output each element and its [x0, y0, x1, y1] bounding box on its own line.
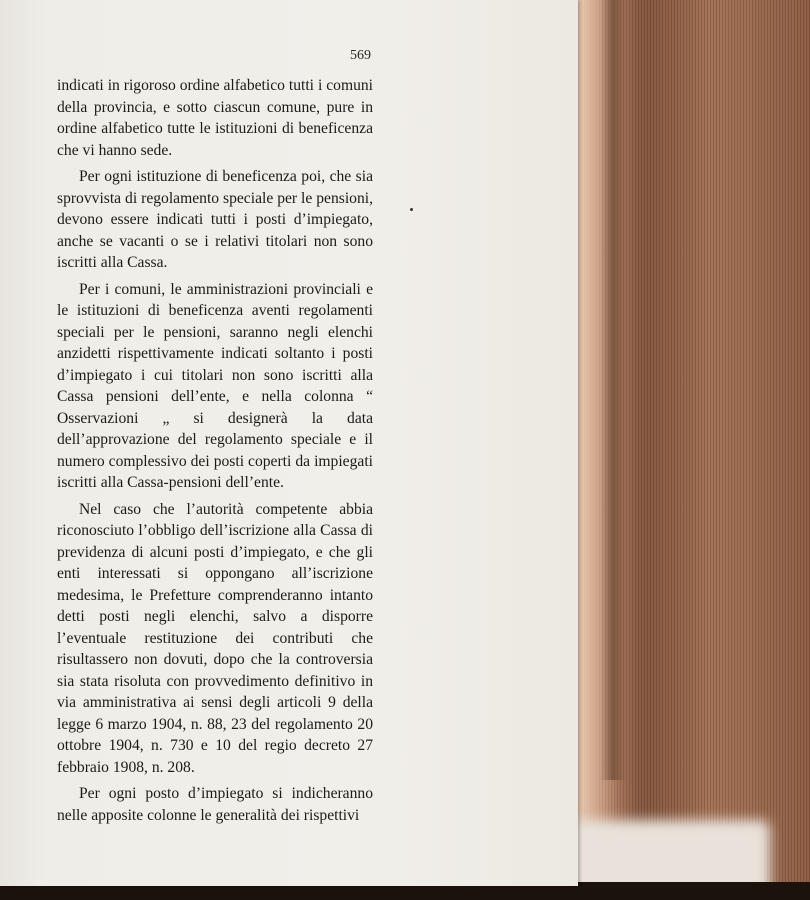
ink-speck: [410, 208, 413, 211]
page-body-text: [57, 75, 373, 826]
paragraph-3: Per i comuni, le amministrazioni provinciali e le istituzioni di beneficenza aventi regolamenti speciali per le pensioni, saranno negli elenchi anzidetti rispettivamente indicati soltanto i posti d’impiegato i cui titolari non sono iscritti alla Cassa pensioni dell’ente, e nella colonna “ Osservazioni „ si designerà la data dell’approvazione del regolamento speciale e il numero complessivo dei posti coperti da impiegati iscritti alla Cassa-pensioni dell’ente.: [57, 280, 373, 491]
paragraph-2: Per ogni istituzione di beneficenza poi, che sia sprovvista di regolamento speciale per le pensioni, devono essere indicati tutti i posti d’impiegato, anche se vacanti o se i relativi titolari non sono iscritti alla Cassa.: [57, 168, 373, 271]
paragraph-1: indicati in rigoroso ordine alfabetico tutti i comuni della provincia, e sotto ciascun comune, pure in ordine alfabetico tutte le istituzioni di beneficenza che vi hanno sede.: [57, 77, 373, 159]
page-number: 569: [350, 48, 371, 63]
page-edge-shadow: [600, 0, 626, 780]
paragraph-4: Nel caso che l’autorità competente abbia riconosciuto l’obbligo dell’iscrizione alla Cassa di previdenza di alcuni posti d’impiegato, e che gli enti interessati si oppongano all’iscrizione medesima, le Prefetture comprenderanno intanto detti posti negli elenchi, salvo a disporre l’eventuale restituzione dei contributi che risultassero non dovuti, dopo che la controversia sia stata risoluta con provvedimento definitivo in via amministrativa ai sensi degli articoli 9 della legge 6 marzo 1904, n. 88, 23 del regolamento 20 ottobre 1904, n. 730 e 10 del regio decreto 27 febbraio 1908, n. 208.: [57, 500, 373, 776]
paragraph-5: Per ogni posto d’impiegato si indicheranno nelle apposite colonne le generalità dei rispettivi: [57, 785, 373, 824]
